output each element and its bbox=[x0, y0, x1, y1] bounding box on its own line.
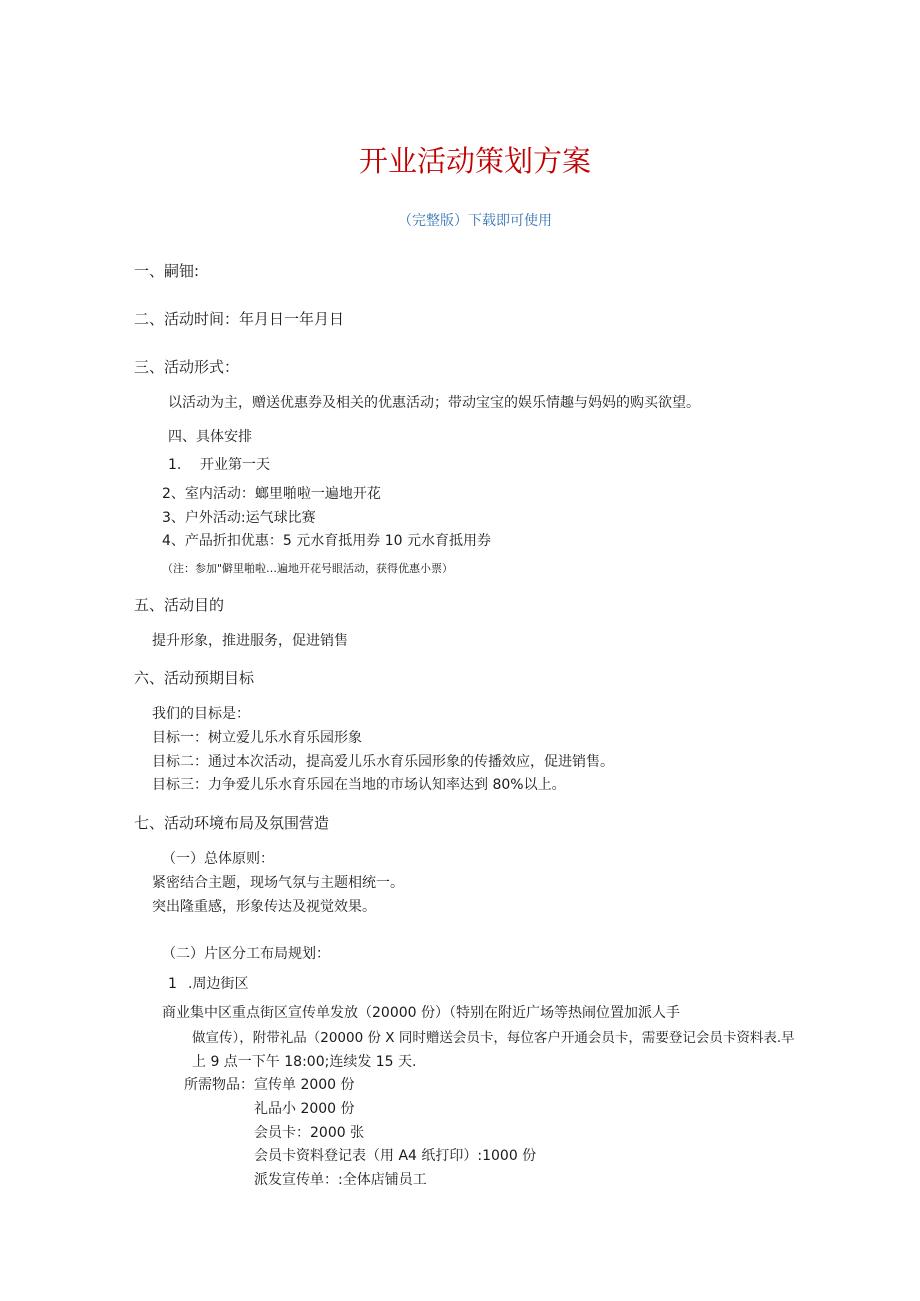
supply-item: 会员卡资料登记表（用 A4 纸打印）:1000 份 bbox=[254, 1148, 537, 1164]
section-2-heading: 二、活动时间：年月日一年月日 bbox=[134, 310, 345, 328]
section-5-heading: 五、活动目的 bbox=[134, 596, 225, 614]
section-4-heading: 四、具体安排 bbox=[168, 429, 252, 445]
section-6-heading: 六、活动预期目标 bbox=[134, 669, 255, 687]
plan-heading: （二）片区分工布局规划： bbox=[162, 946, 330, 962]
section-3-heading: 三、活动形式： bbox=[134, 358, 240, 376]
section-1-heading: 一、嗣钿: bbox=[134, 262, 200, 280]
street-line: 商业集中区重点街区宣传单发放（20000 份）（特别在附近广场等热闹位置加派人手 bbox=[162, 1005, 680, 1021]
supplies-label: 所需物品： bbox=[184, 1077, 254, 1093]
section-3-body: 以活动为主，赠送优惠券及相关的优惠活动；带动宝宝的娱乐情趣与妈妈的购买欲望。 bbox=[168, 395, 700, 411]
supply-item: 礼品小 2000 份 bbox=[254, 1101, 355, 1117]
principle-heading: （一）总体原则： bbox=[162, 851, 274, 867]
supply-item: 派发宣传单：:全体店铺员工 bbox=[254, 1172, 427, 1188]
street-label: .周边街区 bbox=[188, 976, 249, 992]
day1-number: 1. bbox=[168, 457, 182, 473]
goal-line: 目标二：通过本次活动，提高爱儿乐水育乐园形象的传播效应，促进销售。 bbox=[152, 754, 614, 770]
document-subtitle: （完整版）下载即可使用 bbox=[398, 213, 552, 229]
arrangement-note: （注：参加"僻里啪啦…遍地开花号眼活动，获得优惠小票） bbox=[162, 562, 454, 575]
goal-line: 目标一：树立爱儿乐水育乐园形象 bbox=[152, 730, 362, 746]
goal-line: 目标三：力争爱儿乐水育乐园在当地的市场认知率达到 80%以上。 bbox=[152, 777, 566, 793]
arrangement-item: 4、产品折扣优惠：5 元水育抵用券 10 元水育抵用券 bbox=[162, 533, 491, 549]
supply-item: 会员卡：2000 张 bbox=[254, 1125, 365, 1141]
street-line: 做宣传），附带礼品（20000 份 X 同时赠送会员卡，每位客户开通会员卡，需要登记会员卡资料表.早 bbox=[192, 1030, 795, 1046]
goal-line: 我们的目标是： bbox=[152, 706, 250, 722]
document-title: 开业活动策划方案 bbox=[358, 144, 591, 178]
day1-label: 开业第一天 bbox=[200, 457, 270, 473]
section-5-body: 提升形象，推进服务，促进销售 bbox=[152, 633, 348, 649]
section-7-heading: 七、活动环境布局及氛围营造 bbox=[134, 814, 330, 832]
supply-item: 宣传单 2000 份 bbox=[254, 1077, 355, 1093]
principle-line: 突出隆重感，形象传达及视觉效果。 bbox=[152, 899, 376, 915]
arrangement-item: 2、室内活动：螂里啪啦一遍地开花 bbox=[162, 486, 381, 502]
street-number: 1 bbox=[168, 976, 177, 992]
principle-line: 紧密结合主题，现场气氛与主题相统一。 bbox=[152, 875, 404, 891]
street-line: 上 9 点一下午 18:00;连续发 15 天. bbox=[192, 1054, 417, 1070]
arrangement-item: 3、户外活动:运气球比赛 bbox=[162, 510, 316, 526]
